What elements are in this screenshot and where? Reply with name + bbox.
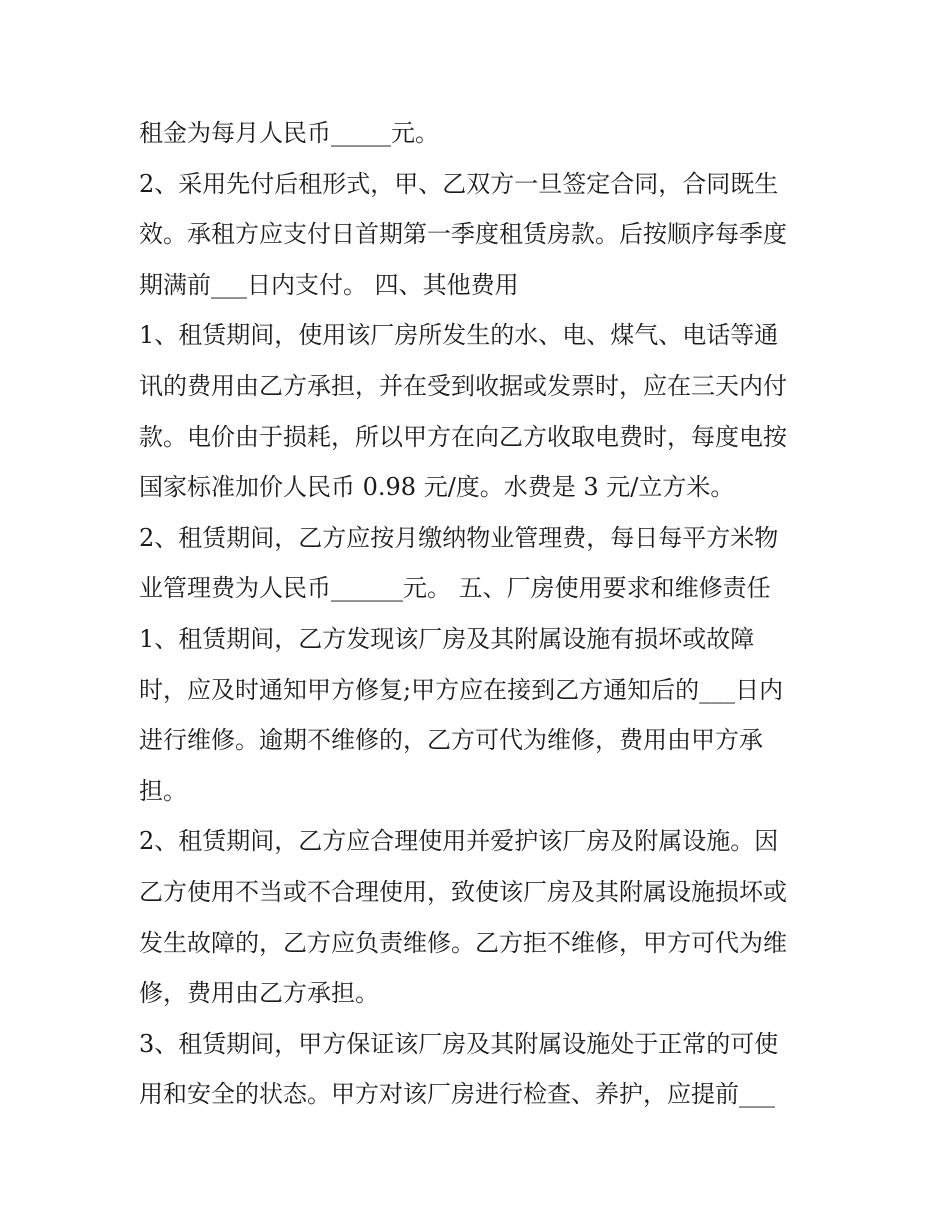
- text-line: 2、租赁期间，乙方应合理使用并爱护该厂房及附属设施。因: [139, 827, 779, 856]
- text-line: 担。: [139, 776, 187, 805]
- text-line: 用和安全的状态。甲方对该厂房进行检查、养护，应提前___: [139, 1080, 775, 1109]
- text-line: 修，费用由乙方承担。: [139, 979, 379, 1008]
- document-body: [139, 108, 839, 1120]
- text-line: 乙方使用不当或不合理使用，致使该厂房及其附属设施损坏或: [139, 877, 787, 906]
- text-line: 2、租赁期间，乙方应按月缴纳物业管理费，每日每平方米物: [139, 523, 779, 552]
- text-line: 国家标准加价人民币 0.98 元/度。水费是 3 元/立方米。: [139, 473, 735, 502]
- text-line: 效。承租方应支付日首期第一季度租赁房款。后按顺序每季度: [139, 220, 787, 249]
- text-line: 租金为每月人民币_____元。: [139, 119, 439, 147]
- text-line: 业管理费为人民币______元。 五、厂房使用要求和维修责任: [139, 574, 771, 603]
- text-line: 2、采用先付后租形式，甲、乙双方一旦签定合同，合同既生: [139, 169, 779, 198]
- text-line: 1、租赁期间，使用该厂房所发生的水、电、煤气、电话等通: [139, 321, 779, 350]
- text-line: 1、租赁期间，乙方发现该厂房及其附属设施有损坏或故障: [139, 624, 755, 653]
- text-line: 讯的费用由乙方承担，并在受到收据或发票时，应在三天内付: [139, 371, 787, 400]
- text-line: 发生故障的，乙方应负责维修。乙方拒不维修，甲方可代为维: [139, 928, 787, 957]
- text-line: 期满前___日内支付。 四、其他费用: [139, 270, 519, 299]
- text-line: 款。电价由于损耗，所以甲方在向乙方收取电费时，每度电按: [139, 422, 787, 451]
- text-line: 3、租赁期间，甲方保证该厂房及其附属设施处于正常的可使: [139, 1029, 779, 1058]
- text-line: 时，应及时通知甲方修复;甲方应在接到乙方通知后的___日内: [139, 675, 784, 704]
- text-line: 进行维修。逾期不维修的，乙方可代为维修，费用由甲方承: [139, 726, 763, 755]
